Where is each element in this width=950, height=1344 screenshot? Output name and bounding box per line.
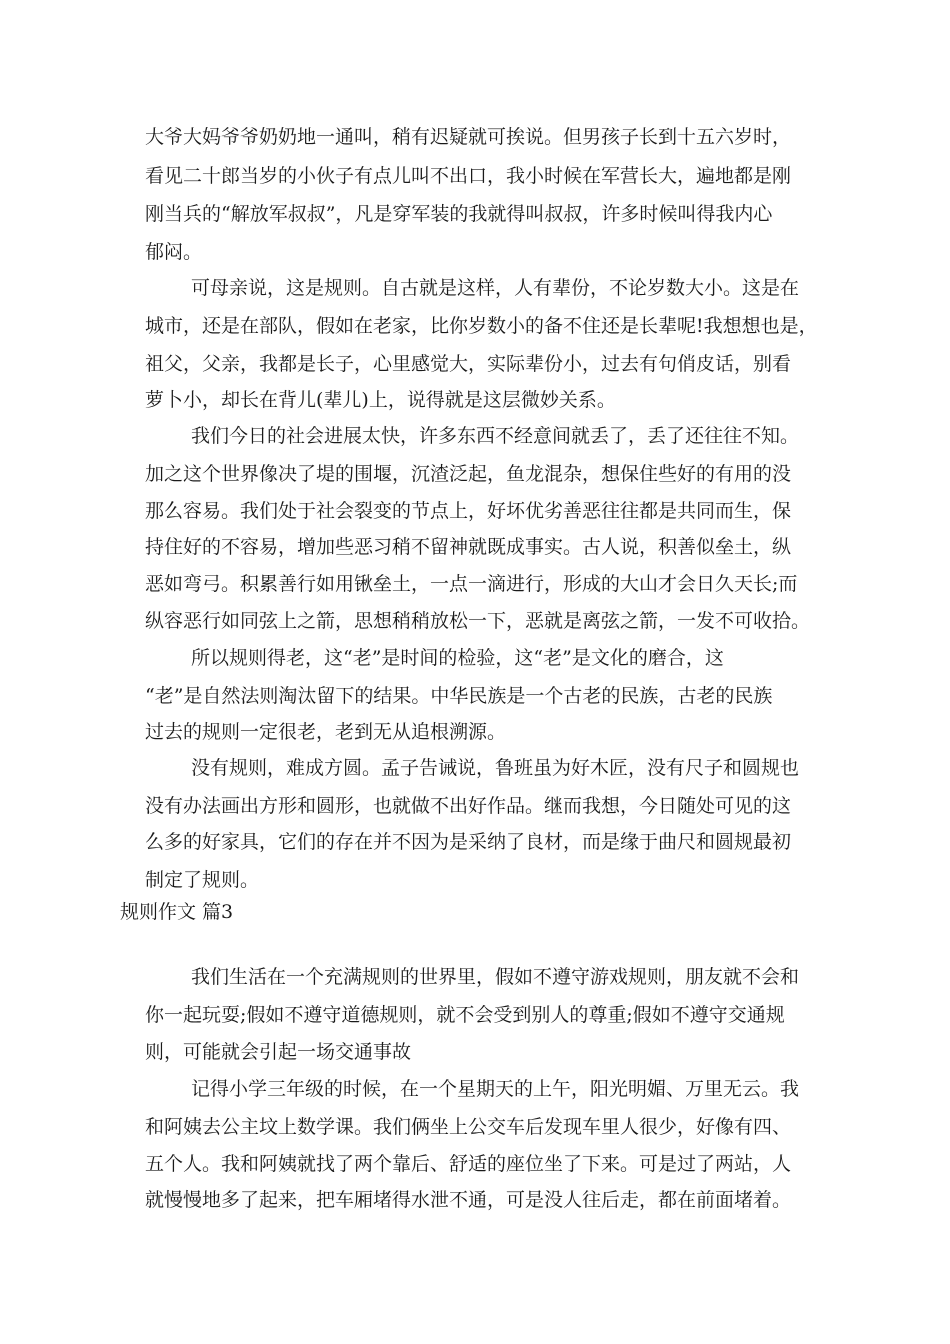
text-line: 那么容易。我们处于社会裂变的节点上，好坏优劣善恶往往都是共同而生，保	[145, 500, 792, 522]
text-line: 刚当兵的“解放军叔叔”，凡是穿军装的我就得叫叔叔，许多时候叫得我内心	[145, 203, 773, 225]
text-line: 纵容恶行如同弦上之箭，思想稍稍放松一下，恶就是离弦之箭，一发不可收拾。	[145, 610, 811, 632]
text-line: 看见二十郎当岁的小伙子有点儿叫不出口，我小时候在军营长大，遍地都是刚	[145, 165, 792, 187]
text-line: 过去的规则一定很老，老到无从追根溯源。	[145, 721, 507, 743]
text-line: 恶如弯弓。积累善行如用锹垒土，一点一滴进行，形成的大山才会日久天长;而	[145, 573, 798, 595]
text-line: 制定了规则。	[145, 869, 260, 891]
paragraph-first-line: 可母亲说，这是规则。自古就是这样，人有辈份，不论岁数大小。这是在	[191, 277, 800, 299]
paragraph-first-line: 我们生活在一个充满规则的世界里，假如不遵守游戏规则，朋友就不会和	[191, 966, 800, 988]
text-line: 你一起玩耍;假如不遵守道德规则，就不会受到别人的尊重;假如不遵守交通规	[145, 1004, 785, 1026]
text-line: 祖父，父亲，我都是长子，心里感觉大，实际辈份小，过去有句俏皮话，别看	[145, 353, 792, 375]
section-heading: 规则作文 篇3	[120, 901, 234, 923]
text-line: 郁闷。	[145, 241, 203, 263]
text-line: 没有办法画出方形和圆形，也就做不出好作品。继而我想，今日随处可见的这	[145, 795, 792, 817]
text-line: 城市，还是在部队，假如在老家，比你岁数小的备不住还是长辈呢!我想想也是，	[145, 315, 818, 337]
paragraph-first-line: 所以规则得老，这“老”是时间的检验，这“老”是文化的磨合，这	[191, 647, 724, 669]
text-line: 加之这个世界像决了堤的围堰，沉渣泛起，鱼龙混杂，想保住些好的有用的没	[145, 463, 792, 485]
text-line: “老”是自然法则淘汰留下的结果。中华民族是一个古老的民族，古老的民族	[145, 685, 773, 707]
paragraph-first-line: 没有规则，难成方圆。孟子告诫说，鲁班虽为好木匠，没有尺子和圆规也	[191, 757, 800, 779]
text-line: 么多的好家具，它们的存在并不因为是采纳了良材，而是缘于曲尺和圆规最初	[145, 831, 792, 853]
text-line: 就慢慢地多了起来，把车厢堵得水泄不通，可是没人往后走，都在前面堵着。	[145, 1189, 792, 1211]
text-line: 萝卜小，却长在背儿(辈儿)上，说得就是这层微妙关系。	[145, 389, 616, 411]
paragraph-first-line: 记得小学三年级的时候，在一个星期天的上午，阳光明媚、万里无云。我	[191, 1078, 800, 1100]
text-line: 和阿姨去公主坟上数学课。我们俩坐上公交车后发现车里人很少，好像有四、	[145, 1116, 792, 1138]
text-line: 五个人。我和阿姨就找了两个靠后、舒适的座位坐了下来。可是过了两站，人	[145, 1153, 792, 1175]
text-line: 大爷大妈爷爷奶奶地一通叫，稍有迟疑就可挨说。但男孩子长到十五六岁时，	[145, 126, 792, 148]
text-line: 持住好的不容易，增加些恶习稍不留神就既成事实。古人说，积善似垒土，纵	[145, 536, 792, 558]
paragraph-first-line: 我们今日的社会进展太快，许多东西不经意间就丢了，丢了还往往不知。	[191, 425, 800, 447]
text-line: 则，可能就会引起一场交通事故	[145, 1041, 412, 1063]
